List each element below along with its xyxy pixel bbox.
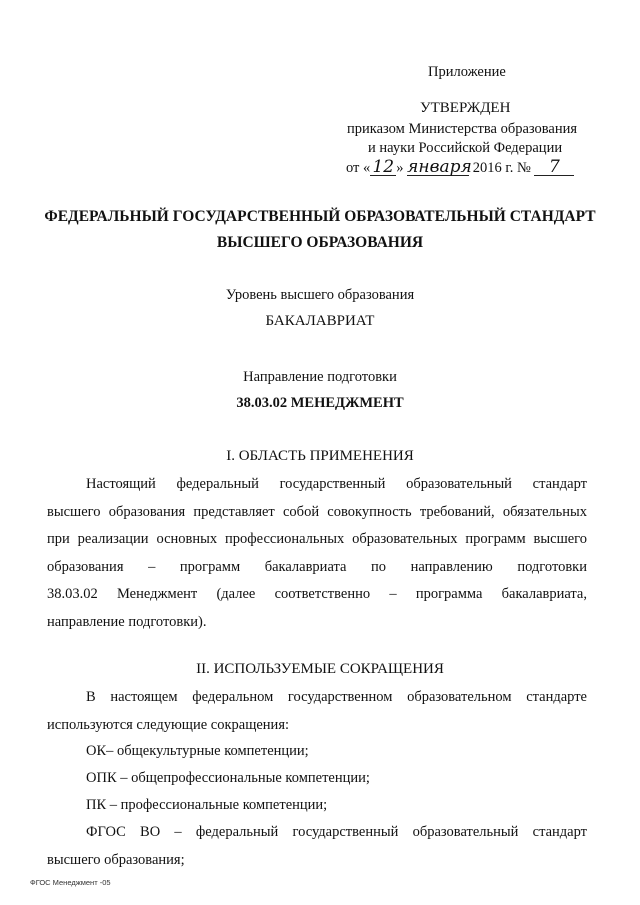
date-year: 2016 г. № [472,160,531,176]
paragraph-line: ФГОС ВО – федеральный государственный образовательный стандарт [86,824,587,840]
paragraph-line: направление подготовки). [47,613,207,630]
order-date-line [346,159,574,177]
paragraph-line: 38.03.02 Менеджмент (далее соответственно – программа бакалавриата, [47,586,587,602]
abbreviation-item-opk: ОПК – общепрофессиональные компетенции; [86,770,370,786]
section-2-heading: II. ИСПОЛЬЗУЕМЫЕ СОКРАЩЕНИЯ [196,661,444,677]
paragraph-line: при реализации основных профессиональных образовательных программ высшего [47,531,587,547]
section-1-heading: I. ОБЛАСТЬ ПРИМЕНЕНИЯ [226,448,414,464]
order-line-2: и науки Российской Федерации [368,140,563,156]
paragraph-line: образования – программ бакалавриата по направлению подготовки [47,558,587,575]
section-1-paragraph [47,471,587,636]
handwritten-order-number: 7 [534,159,574,176]
section-2-intro [47,684,587,739]
standard-title-line-1: ФЕДЕРАЛЬНЫЙ ГОСУДАРСТВЕННЫЙ ОБРАЗОВАТЕЛЬНЫЙ СТАНДАРТ [44,208,596,225]
abbreviation-item-fgos [47,819,587,874]
standard-title-line-2: ВЫСШЕГО ОБРАЗОВАНИЯ [216,234,424,251]
approved-label: УТВЕРЖДЕН [420,100,511,116]
paragraph-line: высшего образования; [47,851,185,868]
level-value: БАКАЛАВРИАТ [265,313,375,329]
handwritten-day: 12 [370,159,396,176]
date-prefix: от « [346,160,371,176]
handwritten-month: января [407,157,472,177]
abbreviation-item-ok: ОК– общекультурные компетенции; [86,743,309,759]
paragraph-line: Настоящий федеральный государственный образовательный стандарт [86,476,587,492]
order-line-1: приказом Министерства образования [347,121,578,137]
appendix-label: Приложение [428,64,506,80]
paragraph-line: высшего образования представляет собой совокупность требований, обязательных [47,503,587,520]
date-mid: » [396,160,404,176]
direction-label: Направление подготовки [243,369,397,385]
level-label: Уровень высшего образования [225,287,415,303]
abbreviation-item-pk: ПК – профессиональные компетенции; [86,797,328,813]
paragraph-line: используются следующие сокращения: [47,716,290,733]
footer-note: ФГОС Менеджмент -05 [30,878,111,887]
direction-value: 38.03.02 МЕНЕДЖМЕНТ [236,395,404,411]
paragraph-line: В настоящем федеральном государственном образовательном стандарте [86,689,587,705]
